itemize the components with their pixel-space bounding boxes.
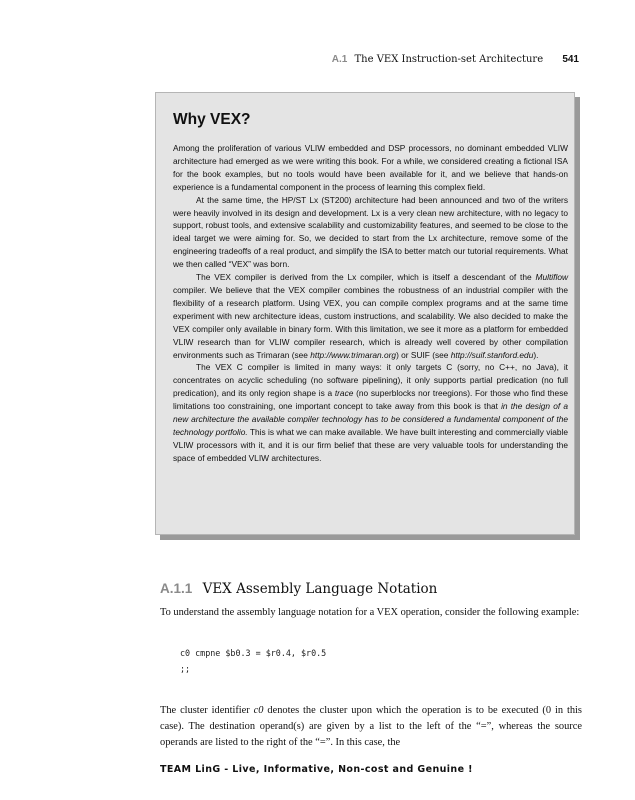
running-head-section-number: A.1	[331, 54, 348, 65]
page-number: 541	[562, 54, 579, 65]
footer-watermark: TEAM LinG - Live, Informative, Non-cost and Genuine !	[160, 764, 473, 775]
emphasized-concept: in the design of a new architecture the available compiler technology has to be considered a fundamental component of the technology portfolio.	[173, 401, 568, 437]
code-example	[180, 645, 326, 677]
section-number: A.1.1	[160, 581, 193, 596]
multiflow-term: Multiflow	[535, 272, 568, 283]
sidebar-paragraph-4: The VEX C compiler is limited in many ways: it only targets C (sorry, no C++, no Java), it concentrates on acyclic scheduling (no software pipelining), it only supports partial predication (no full predication), and its only region shape is a trace (no superblocks nor treegions). For those who find these limitations too constraining, one important concept to take away from this book is that in the design of a new architecture the available compiler technology has to be considered a fundamental component of the technology portfolio. This is what we can make available. We have built interesting and commercially viable VLIW processors with it, and it is our firm belief that these are very valuable tools for understanding the space of embedded VLIW architectures.	[173, 362, 569, 463]
sidebar-box	[155, 92, 575, 535]
code-line: ;;	[180, 664, 191, 674]
trimaran-url: http://www.trimaran.org	[310, 349, 397, 360]
section-heading	[160, 581, 590, 597]
trace-term: trace	[334, 388, 354, 399]
sidebar-paragraph-1: Among the proliferation of various VLIW embedded and DSP processors, no dominant embedded VLIW architecture had emerged as we were writing this book. For a while, we considered creating a fictional ISA for the book examples, but no tools would have been available for it, and we believe that hands-on experience is a fundamental component in the process of learning this complex field.	[173, 143, 568, 192]
sidebar-box-title: Why VEX?	[173, 111, 251, 128]
suif-url: http://suif.stanford.edu	[450, 349, 534, 360]
sidebar-paragraph-3: The VEX compiler is derived from the Lx compiler, which is itself a descendant of the Multiflow compiler. We believe that the VEX compiler combines the robustness of an industrial compiler with the flexibility of a research platform. Using VEX, you can compile complex programs and at the same time experiment with new architecture ideas, custom instructions, and scalability. We also decided to make the VEX compiler only available in binary form. With this limitation, we see it more as a platform for embedded VLIW research than for VLIW compiler research, which is already well covered by other compilation environments such as Trimaran (see http://www.trimaran.org) or SUIF (see http://suif.stanford.edu).	[173, 272, 568, 360]
sidebar-paragraph-2: At the same time, the HP/ST Lx (ST200) architecture had been announced and two of the writers were heavily involved in its design and development. Lx is a very clean new architecture, with no legacy to support, robust tools, and extensive scalability and customizability features, and seemed to be close to the ideal target we were aiming for. So, we decided to start from the Lx architecture, remove some of the engineering tradeoffs of a real product, and simplify the ISA to better match our tutorial requirements. What we then called “VEX” was born.	[173, 194, 568, 270]
body-paragraph-cluster: The cluster identifier c0 denotes the cluster upon which the operation is to be executed (0 in this case). The destination operand(s) are given by a list to the left of the “=”, whereas the source operands are listed to the right of the “=”. In this case, the	[160, 705, 582, 748]
cluster-id-term: c0	[253, 705, 264, 716]
code-line: c0 cmpne $b0.3 = $r0.4, $r0.5	[180, 648, 327, 658]
section-title: VEX Assembly Language Notation	[202, 581, 438, 597]
body-paragraph-intro: To understand the assembly language notation for a VEX operation, consider the following example:	[160, 607, 580, 618]
running-head-title: The VEX Instruction-set Architecture	[354, 54, 544, 65]
running-head	[332, 54, 579, 65]
